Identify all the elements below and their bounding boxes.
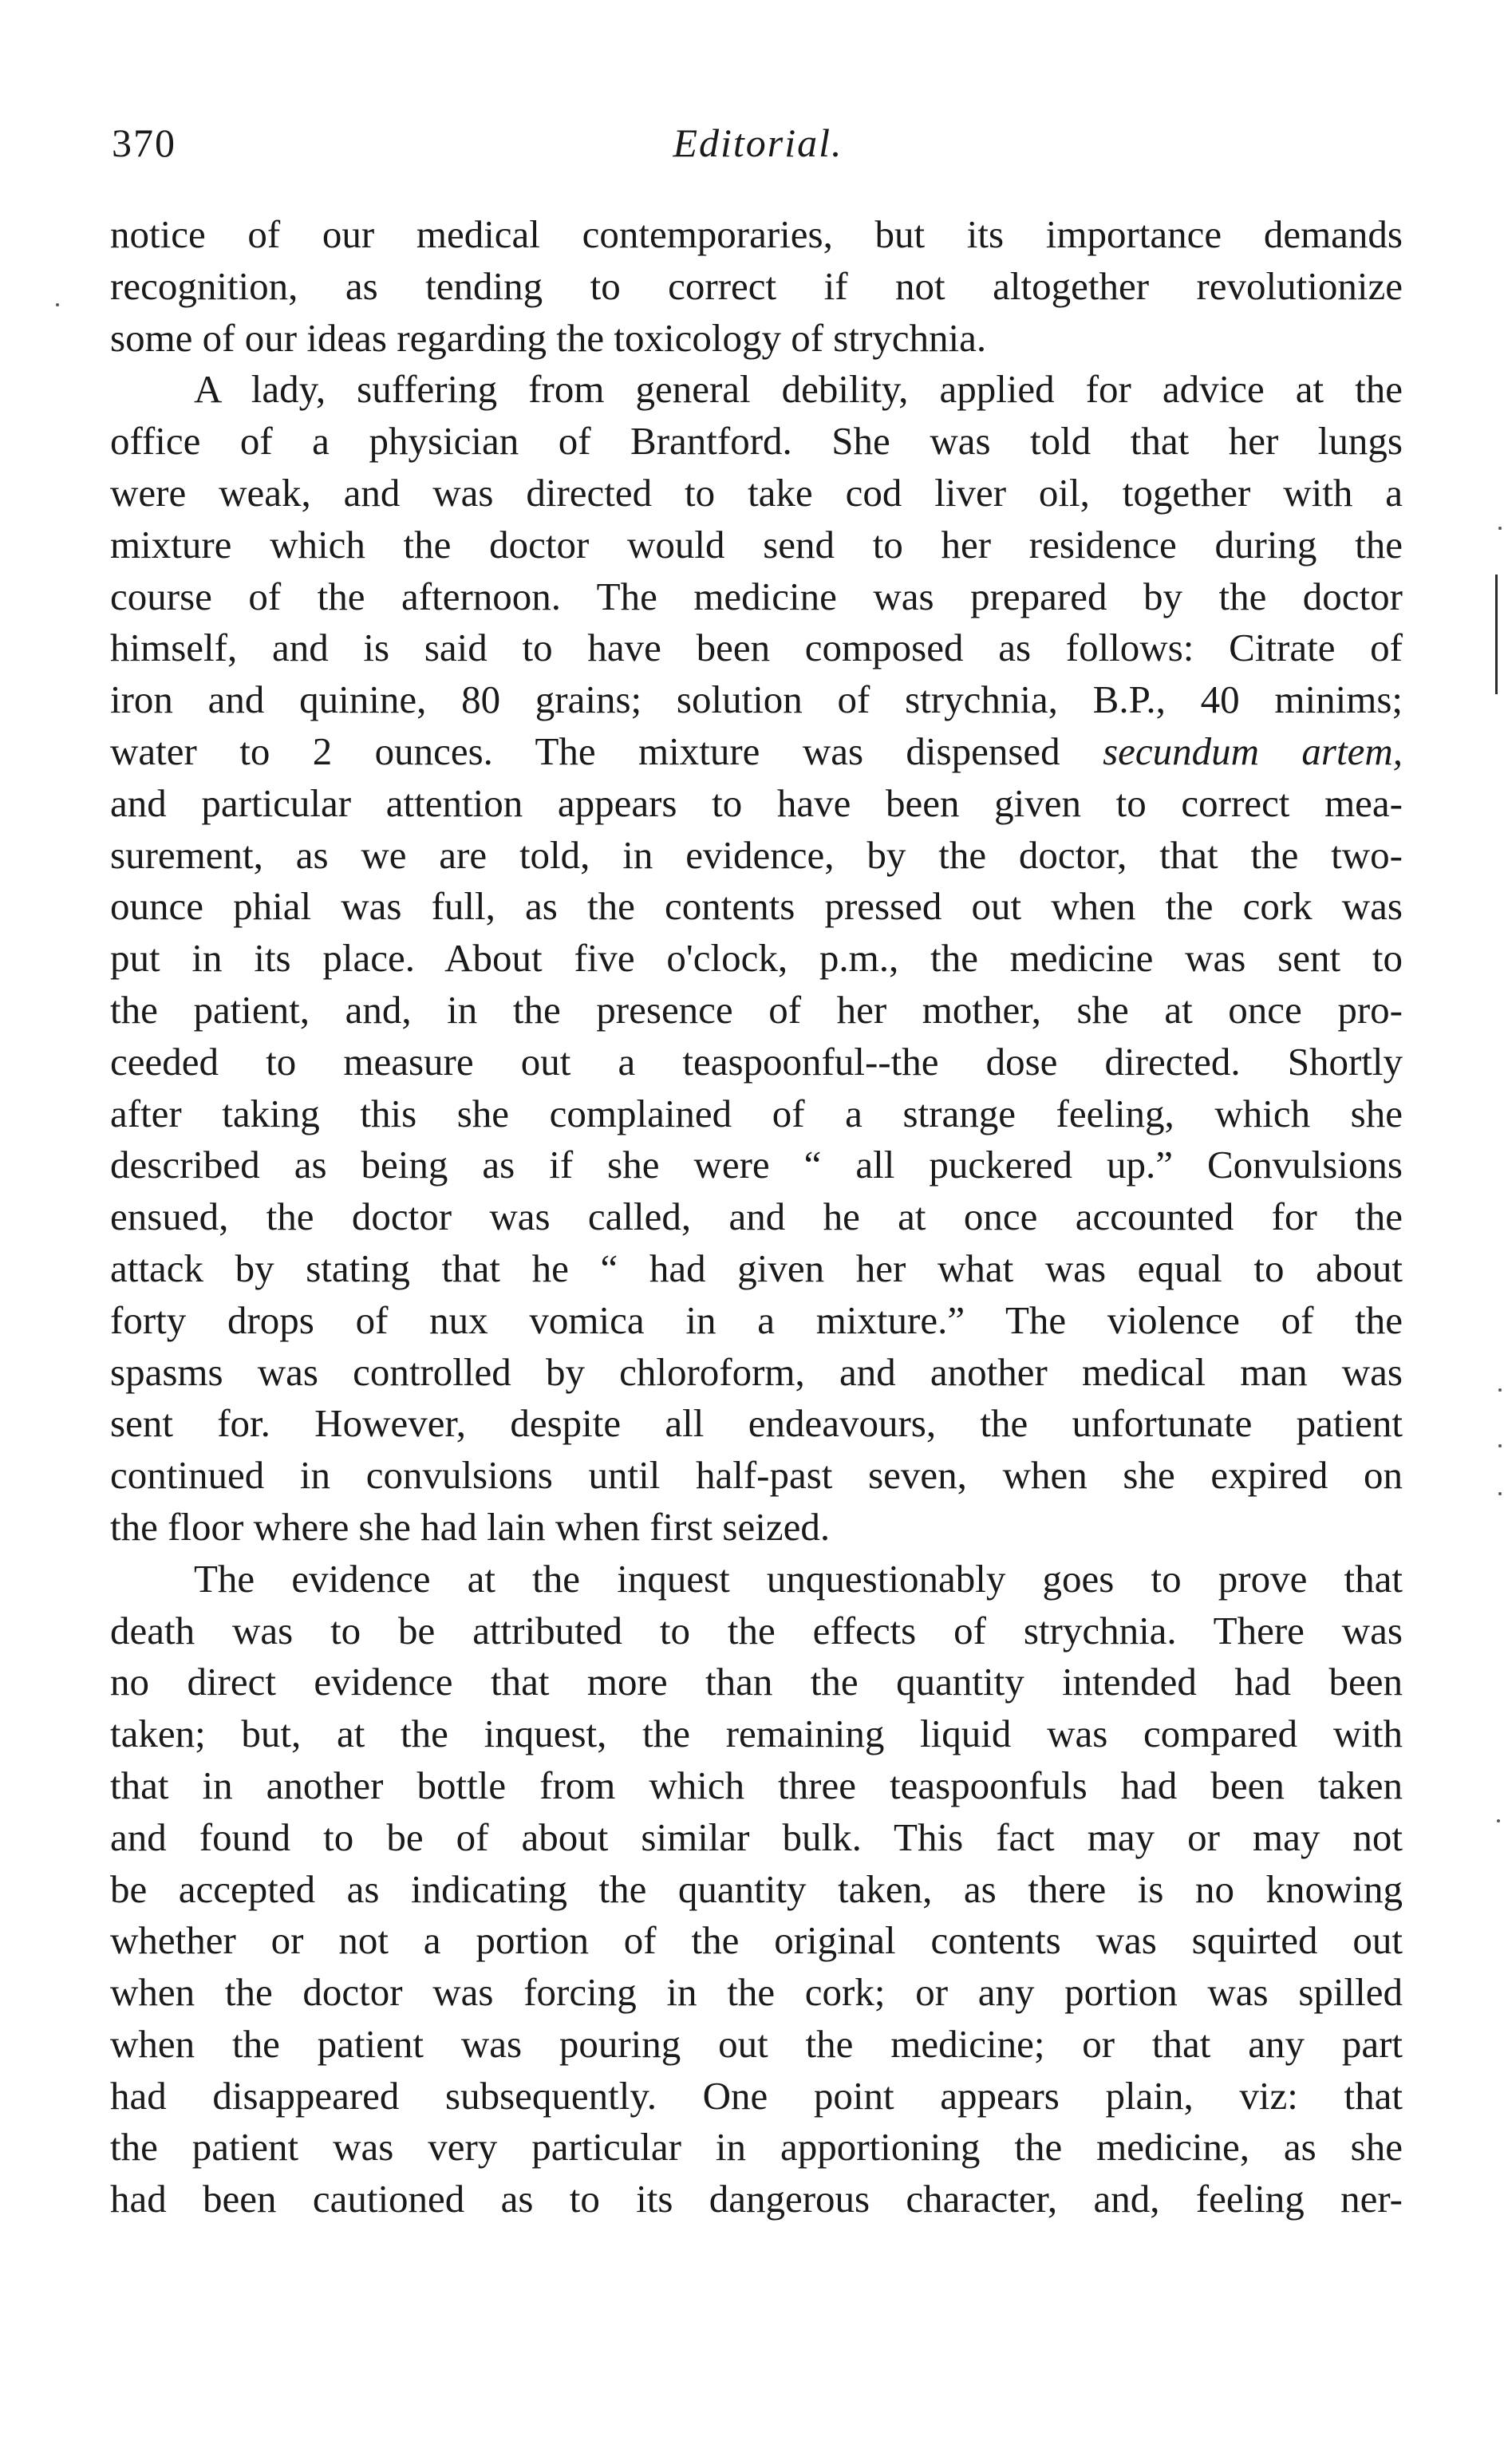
line-text: water to 2 ounces. The mixture was dispensed	[110, 729, 1103, 773]
text-line: no direct evidence that more than the quantity intended had been	[110, 1660, 1403, 1704]
text-line: whether or not a portion of the original contents was squirted out	[110, 1918, 1403, 1963]
running-head	[112, 120, 1404, 176]
margin-scan-dot	[1497, 1819, 1500, 1822]
article-body	[110, 209, 1403, 2225]
text-line: attack by stating that he “ had given her what was equal to about	[110, 1246, 1403, 1290]
text-line: himself, and is said to have been composed as follows: Citrate of	[110, 626, 1403, 670]
text-line: the patient, and, in the presence of her mother, she at once pro-	[110, 987, 1403, 1032]
text-line-with-italic	[110, 726, 1403, 778]
text-line: had disappeared subsequently. One point appears plain, viz: that	[110, 2073, 1403, 2118]
text-line: sent for. However, despite all endeavours, the unfortunate patient	[110, 1401, 1403, 1446]
text-line: the floor where she had lain when first seized.	[110, 1504, 831, 1549]
text-line: had been cautioned as to its dangerous character, and, feeling ner-	[110, 2177, 1403, 2221]
text-line: when the patient was pouring out the medicine; or that any part	[110, 2021, 1403, 2066]
text-line: office of a physician of Brantford. She was told that her lungs	[110, 419, 1403, 464]
margin-scan-mark	[1495, 575, 1498, 694]
text-line: and particular attention appears to have been given to correct mea-	[110, 780, 1403, 825]
margin-scan-dot	[1498, 527, 1502, 530]
text-line: ensued, the doctor was called, and he at once accounted for the	[110, 1194, 1403, 1239]
text-line: surement, as we are told, in evidence, by the doctor, that the two-	[110, 832, 1403, 877]
text-line: the patient was very particular in apportioning the medicine, as she	[110, 2125, 1403, 2170]
text-line: and found to be of about similar bulk. This fact may or may not	[110, 1814, 1403, 1859]
text-line: iron and quinine, 80 grains; solution of strychnia, B.P., 40 minims;	[110, 677, 1403, 722]
text-line: continued in convulsions until half-past seven, when she expired on	[110, 1453, 1403, 1498]
text-line: A lady, suffering from general debility, applied for advice at the	[194, 367, 1403, 412]
text-line: some of our ideas regarding the toxicology of strychnia.	[110, 315, 987, 360]
text-line: spasms was controlled by chloroform, and another medical man was	[110, 1349, 1403, 1394]
paragraph-2	[110, 364, 1403, 1553]
margin-scan-dot	[1498, 1444, 1502, 1447]
text-line: after taking this she complained of a strange feeling, which she	[110, 1091, 1403, 1135]
text-line: when the doctor was forcing in the cork; or any portion was spilled	[110, 1970, 1403, 2015]
page-number: 370	[112, 120, 176, 165]
text-line: recognition, as tending to correct if not altogether revolutionize	[110, 263, 1403, 308]
text-line: forty drops of nux vomica in a mixture.” The violence of the	[110, 1297, 1403, 1342]
running-title: Editorial.	[673, 120, 843, 165]
margin-scan-dot	[1498, 1492, 1502, 1495]
paragraph-3	[110, 1554, 1403, 2225]
text-line: mixture which the doctor would send to her residence during the	[110, 522, 1403, 567]
margin-scan-dot	[1498, 1388, 1502, 1392]
text-line: were weak, and was directed to take cod liver oil, together with a	[110, 470, 1403, 515]
text-line: course of the afternoon. The medicine was prepared by the doctor	[110, 574, 1403, 618]
margin-scan-dot	[56, 303, 59, 306]
text-line: be accepted as indicating the quantity taken, as there is no knowing	[110, 1866, 1403, 1911]
text-line: The evidence at the inquest unquestionably goes to prove that	[194, 1556, 1403, 1601]
paragraph-1	[110, 209, 1403, 364]
text-line: ceeded to measure out a teaspoonful--the dose directed. Shortly	[110, 1039, 1403, 1084]
text-line: ounce phial was full, as the contents pressed out when the cork was	[110, 884, 1403, 929]
text-line: put in its place. About five o'clock, p.m., the medicine was sent to	[110, 936, 1403, 981]
text-line: death was to be attributed to the effects of strychnia. There was	[110, 1608, 1403, 1653]
text-line: notice of our medical contemporaries, but its importance demands	[110, 212, 1403, 256]
italic-phrase: secundum artem,	[1103, 729, 1403, 773]
text-line: described as being as if she were “ all puckered up.” Convulsions	[110, 1143, 1403, 1187]
text-line: that in another bottle from which three teaspoonfuls had been taken	[110, 1763, 1403, 1807]
text-line: taken; but, at the inquest, the remaining liquid was compared with	[110, 1712, 1403, 1756]
